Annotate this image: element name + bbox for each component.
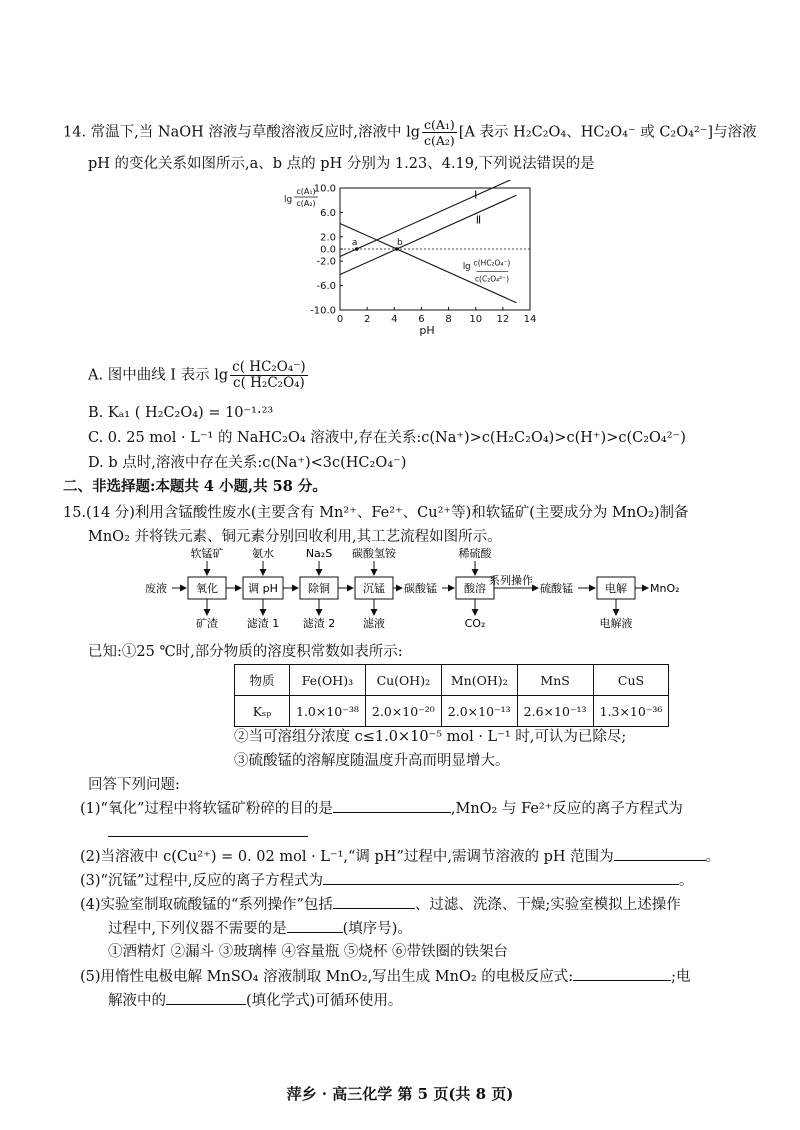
q15-part-4-text-b: 、过滤、洗涤、干燥;实验室模拟上述操作 [414, 897, 681, 913]
series-3-label-den: c(C₂O₄²⁻) [474, 274, 510, 284]
flow-box-remove-cu-label: 除铜 [308, 582, 330, 595]
q15-instruments: ①酒精灯 ②漏斗 ③玻璃棒 ④容量瓶 ⑤烧杯 ⑥带铁圈的铁架台 [108, 944, 509, 960]
q14-option-a-den: c( H₂C₂O₄) [233, 375, 305, 391]
flow-mid-mnco3: 碳酸锰 [404, 582, 437, 595]
x-tick-label: 14 [523, 314, 537, 325]
series-3-label-num: c(HC₂O₄⁻) [473, 258, 511, 268]
answer-blank-1b[interactable] [108, 822, 308, 837]
q14-option-a-fraction [230, 360, 308, 391]
flow-bottom-electrolyte: 电解液 [599, 617, 633, 630]
flow-box-precipitate-mn-label: 沉锰 [363, 582, 385, 595]
q14-frac-num: c(A₁) [424, 117, 455, 132]
q15-flow-diagram [140, 547, 700, 637]
ksp-table [234, 664, 669, 727]
ksp-value-cell: 2.0×10⁻¹³ [441, 696, 517, 727]
y-axis-label-den: c(A₂) [296, 199, 316, 208]
q14-option-a-prefix: A. 图中曲线 Ⅰ 表示 lg [88, 367, 229, 384]
q15-part-4-text-c: 过程中,下列仪器不需要的是 [108, 921, 287, 937]
q14-chart [270, 180, 570, 345]
q15-note-2: ②当可溶组分浓度 c≤1.0×10⁻⁵ mol · L⁻¹ 时,可认为已除尽; [234, 729, 627, 745]
y-tick-label: 10.0 [313, 183, 336, 195]
answer-blank-4b[interactable] [287, 918, 343, 933]
flow-top-pyrolusite: 软锰矿 [190, 547, 224, 560]
q15-part-5-text-a: (5)用惰性电极电解 MnSO₄ 溶液制取 MnO₂,写出生成 MnO₂ 的电极反应式: [80, 969, 574, 985]
answer-blank-5a[interactable] [573, 966, 671, 981]
y-tick-label: 6.0 [320, 207, 336, 219]
q15-part-3-text-b: 。 [678, 873, 694, 889]
q15-stem-line1: 15.(14 分)利用含锰酸性废水(主要含有 Mn²⁺、Fe²⁺、Cu²⁺等)和软锰矿(主要成分为 MnO₂)制备 [63, 505, 689, 521]
section-2-heading: 二、非选择题:本题共 4 小题,共 58 分。 [63, 478, 327, 495]
ksp-header-cell: Fe(OH)₃ [290, 665, 366, 696]
q15-part-2-text-b: 。 [705, 849, 721, 865]
q14-stem-suffix: [A 表示 H₂C₂O₄、HC₂O₄⁻ 或 C₂O₄²⁻]与溶液 [458, 124, 757, 141]
point-a-label: a [351, 238, 358, 248]
series-2-label: Ⅱ [475, 213, 482, 227]
q15-known-intro: 已知:①25 ℃时,部分物质的溶度积常数如表所示: [88, 644, 403, 660]
flow-box-adjust-ph-label: 调 pH [248, 582, 278, 595]
x-tick-label: 4 [391, 314, 398, 325]
flow-input-label: 废液 [145, 582, 167, 595]
x-tick-label: 12 [496, 314, 510, 325]
ksp-value-cell: 2.0×10⁻²⁰ [365, 696, 441, 727]
answer-blank-2[interactable] [614, 846, 706, 861]
y-axis-label-num: c(A₁) [296, 187, 316, 196]
flow-box-oxidation-label: 氧化 [196, 582, 218, 595]
q14-option-c: C. 0. 25 mol · L⁻¹ 的 NaHC₂O₄ 溶液中,存在关系:c(Na⁺)>c(H₂C₂O₄)>c(H⁺)>c(C₂O₄²⁻) [88, 430, 686, 446]
flow-mid-mnso4: 硫酸锰 [540, 582, 573, 595]
page-footer: 萍乡 · 高三化学 第 5 页(共 8 页) [286, 1085, 514, 1103]
q15-part-5-text-c: 解液中的 [108, 993, 166, 1009]
q15-part-5-line2 [108, 990, 402, 1011]
answer-blank-3[interactable] [323, 870, 679, 885]
q15-part-4 [80, 894, 681, 915]
y-tick-label: -10.0 [310, 305, 336, 317]
flow-output-mno2: MnO₂ [650, 582, 680, 595]
ksp-header-cell: CuS [593, 665, 669, 696]
q15-part-3 [80, 870, 693, 891]
q14-stem-prefix: 14. 常温下,当 NaOH 溶液与草酸溶液反应时,溶液中 lg [63, 124, 420, 141]
y-axis-label-prefix: lg [284, 195, 293, 205]
flow-bottom-residue-2: 滤渣 2 [302, 617, 336, 630]
flow-top-dilute-h2so4: 稀硫酸 [458, 547, 492, 560]
q14-stem-line2: pH 的变化关系如图所示,a、b 点的 pH 分别为 1.23、4.19,下列说法错误的是 [88, 156, 595, 172]
flow-bottom-co2: CO₂ [464, 617, 486, 630]
q15-part-5 [80, 966, 691, 987]
flow-bottom-filtrate: 滤液 [363, 617, 385, 630]
ksp-value-cell: 1.0×10⁻³⁸ [290, 696, 366, 727]
answer-blank-5b[interactable] [166, 990, 246, 1005]
q14-option-a-num: c( HC₂O₄⁻) [232, 359, 306, 375]
flow-top-na2s: Na₂S [305, 547, 333, 560]
series-1-label: Ⅰ [474, 188, 478, 202]
flow-arrow-series-operation: 系列操作 [489, 574, 533, 587]
flow-bottom-residue-1: 滤渣 1 [246, 617, 280, 630]
q15-part-1-text-a: (1)“氧化”过程中将软锰矿粉碎的目的是 [80, 801, 333, 817]
ksp-header-cell: MnS [517, 665, 593, 696]
q15-part-1-text-b: ,MnO₂ 与 Fe²⁺反应的离子方程式为 [450, 801, 683, 817]
x-axis-label: pH [419, 324, 435, 337]
q15-part-2-text-a: (2)当溶液中 c(Cu²⁺) = 0. 02 mol · L⁻¹,“调 pH”过程中,需调节溶液的 pH 范围为 [80, 849, 614, 865]
ksp-row-label: Kₛₚ [235, 696, 290, 727]
x-tick-label: 6 [418, 314, 425, 325]
flow-bottom-ore-residue: 矿渣 [196, 617, 218, 630]
q15-part-2 [80, 846, 720, 867]
flow-top-ammonia: 氨水 [252, 547, 274, 560]
q15-part-5-text-b: ;电 [671, 969, 691, 985]
y-tick-label: -6.0 [316, 281, 336, 293]
q15-part-5-text-d: (填化学式)可循环使用。 [246, 993, 403, 1009]
ksp-header-row [235, 665, 669, 696]
series-line-1 [340, 180, 516, 257]
x-tick-label: 2 [363, 314, 371, 325]
q15-part-3-text-a: (3)“沉锰”过程中,反应的离子方程式为 [80, 873, 323, 889]
ksp-header-cell: Cu(OH)₂ [365, 665, 441, 696]
flow-box-electrolysis-label: 电解 [605, 582, 627, 595]
x-tick-label: 10 [469, 314, 483, 325]
ksp-header-cell: Mn(OH)₂ [441, 665, 517, 696]
x-tick-label: 0 [336, 314, 344, 325]
flow-top-nh4hco3: 碳酸氢铵 [352, 547, 396, 560]
series-3-label-prefix: lg [462, 262, 471, 273]
answer-blank-4a[interactable] [333, 894, 415, 909]
point-b-label: b [397, 238, 403, 248]
q15-stem-line2: MnO₂ 并将铁元素、铜元素分别回收利用,其工艺流程如图所示。 [88, 529, 502, 545]
y-tick-label: 2.0 [320, 232, 336, 244]
x-tick-label: 8 [445, 314, 452, 325]
q15-note-3: ③硫酸锰的溶解度随温度升高而明显增大。 [234, 753, 510, 769]
q14-option-d: D. b 点时,溶液中存在关系:c(Na⁺)<3c(HC₂O₄⁻) [88, 455, 407, 471]
answer-blank-1a[interactable] [333, 798, 451, 813]
q15-answer-intro: 回答下列问题: [88, 777, 180, 793]
ksp-value-cell: 2.6×10⁻¹³ [517, 696, 593, 727]
ksp-value-row [235, 696, 669, 727]
y-tick-label: -2.0 [316, 256, 336, 268]
q15-part-1 [80, 798, 683, 819]
q14-frac-den: c(A₂) [424, 133, 455, 148]
ksp-header-cell: 物质 [235, 665, 290, 696]
q15-part-4-text-d: (填序号)。 [342, 921, 412, 937]
q14-stem-fraction [422, 117, 457, 148]
q15-part-1-line2 [108, 822, 308, 843]
y-tick-label: 0.0 [320, 244, 336, 256]
q14-stem-line1 [63, 117, 757, 148]
q14-option-b: B. Kₐ₁ ( H₂C₂O₄) = 10⁻¹·²³ [88, 405, 274, 421]
ksp-value-cell: 1.3×10⁻³⁶ [593, 696, 669, 727]
flow-box-acid-dissolve-label: 酸溶 [464, 582, 486, 595]
q14-option-a [88, 360, 310, 391]
q15-part-4-line2 [108, 918, 412, 939]
q15-part-4-text-a: (4)实验室制取硫酸锰的“系列操作”包括 [80, 897, 333, 913]
